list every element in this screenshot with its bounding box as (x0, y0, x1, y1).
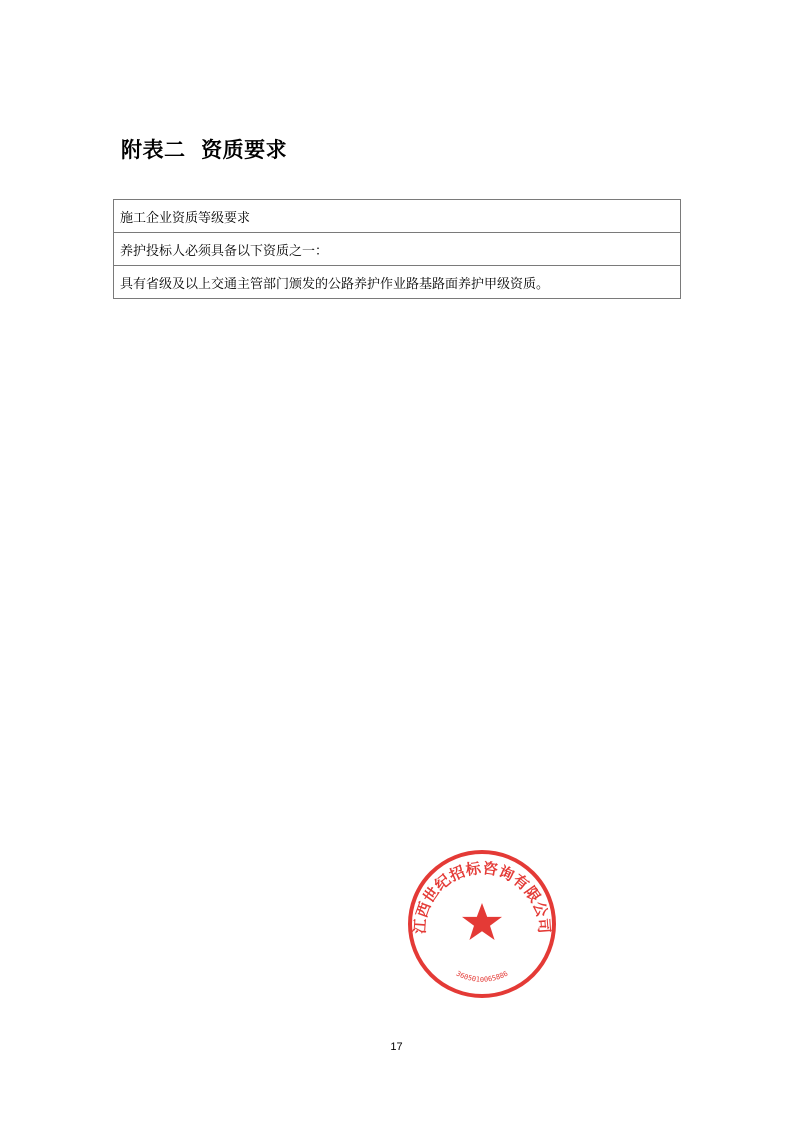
table-row (114, 266, 681, 299)
seal-company-name: 江西世纪招标咨询有限公司 (410, 859, 554, 935)
table-row (114, 200, 681, 233)
page-title: 附表二 资质要求 (121, 138, 288, 162)
requirements-table (113, 199, 681, 299)
table-cell-qualification-detail: 具有省级及以上交通主管部门颁发的公路养护作业路基路面养护甲级资质。 (114, 266, 681, 299)
page-number: 17 (390, 1041, 403, 1053)
table-cell-bidder-requirement: 养护投标人必须具备以下资质之一： (114, 233, 681, 266)
seal-code: 3605010065886 (454, 969, 510, 984)
table-row (114, 233, 681, 266)
company-seal (406, 848, 558, 1000)
table-cell-enterprise-qualification-level: 施工企业资质等级要求 (114, 200, 681, 233)
star-icon (462, 903, 502, 940)
